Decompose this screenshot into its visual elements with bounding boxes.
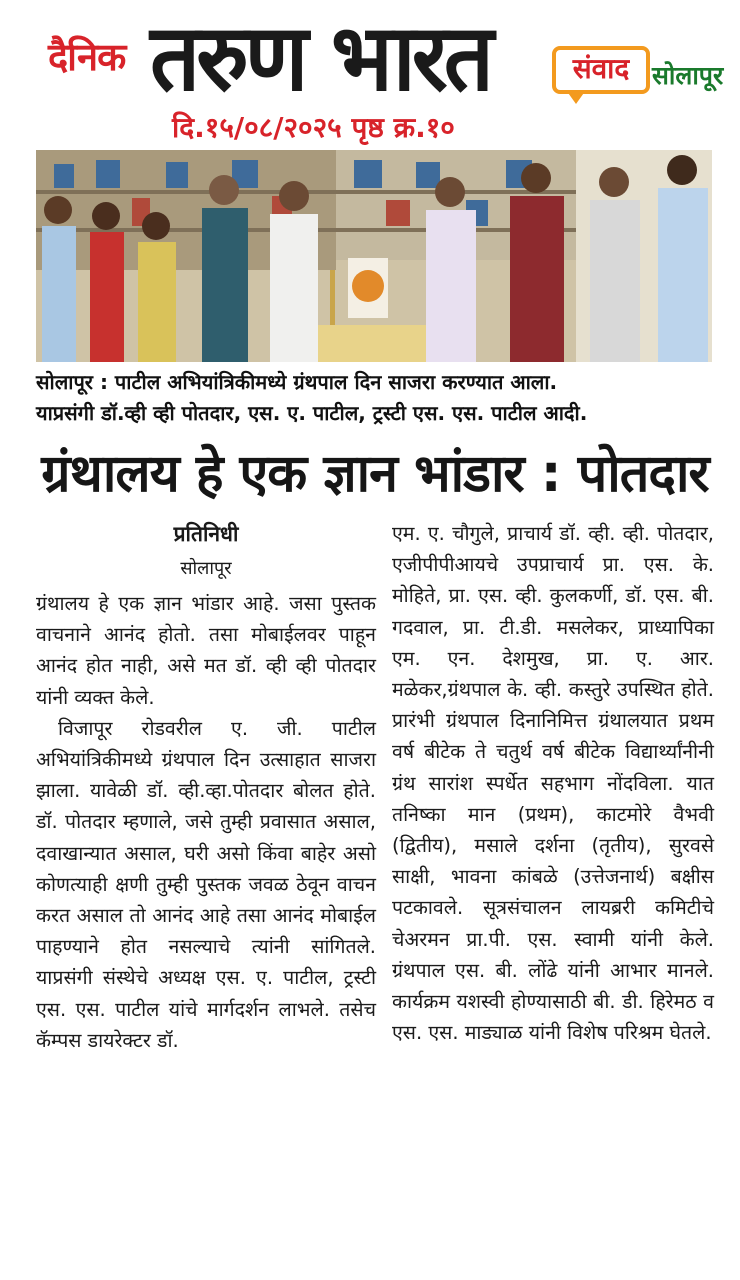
article-column-left [36,588,376,1056]
article-paragraph: ग्रंथालय हे एक ज्ञान भांडार आहे. जसा पुस्तक वाचनाने आनंद होतो. तसा मोबाईलवर पाहून आनंद होत नाही, असे मत डॉ. व्ही व्ही पोतदार यांनी व्यक्त केले. [36,592,376,709]
photo-caption [36,367,716,429]
article-paragraph: विजापूर रोडवरील ए. जी. पाटील अभियांत्रिकीमध्ये ग्रंथपाल दिन उत्साहात साजरा झाला. यावेळी डॉ. व्ही.व्हा.पोतदार बोलत होते. डॉ. पोतदार म्हणाले, जसे तुम्ही प्रवासात असाल, दवाखान्यात असाल, घरी असो किंवा बाहेर असो कोणत्याही क्षणी तुम्ही पुस्तक जवळ ठेवून वाचन करत असाल तो आनंद आहे तसा आनंद मोबाईल पाहण्याने होत नसल्याचे त्यांनी सांगितले. याप्रसंगी संस्थेचे अध्यक्ष एस. ए. पाटील, ट्रस्टी एस. एस. पाटील यांचे मार्गदर्शन लाभले. तसेच कॅम्पस डायरेक्टर डॉ. [36,716,376,1052]
article-paragraph: एम. ए. चौगुले, प्राचार्य डॉ. व्ही. व्ही. पोतदार, एजीपीपीआयचे उपप्राचार्य प्रा. एस. के. मोहिते, प्रा. एस. व्ही. कुलकर्णी, डॉ. एस. बी. गदवाल, प्रा. टी.डी. मसलेकर, प्राध्यापिका एम. एन. देशमुख, प्रा. ए. आर. मळेकर,ग्रंथपाल के. व्ही. कस्तुरे उपस्थित होते. प्रारंभी ग्रंथपाल दिनानिमित्त ग्रंथालयात प्रथम वर्ष बीटेक ते चतुर्थ वर्ष बीटेक विद्यार्थ्यांनीनी ग्रंथ सारांश स्पर्धेत सहभाग नोंदविला. यात तनिष्का मान (प्रथम), काटमोरे वैभवी (द्वितीय), मसाले दर्शना (तृतीय), सुरवसे साक्षी, भावना कांबळे (उत्तेजनार्थ) बक्षीस पटकावले. सूत्रसंचालन लायब्ररी कमिटीचे चेअरमन प्रा.पी. एस. स्वामी यांनी केले. ग्रंथपाल एस. बी. लोंढे यांनी आभार मानले. कार्यक्रम यशस्वी होण्यासाठी बी. डी. हिरेमठ व एस. एस. माड्याळ यांनी विशेष परिश्रम घेतले. [392,522,714,1045]
article-column-right [392,518,714,1048]
newspaper-masthead [0,0,740,148]
caption-line: सोलापूर : पाटील अभियांत्रिकीमध्ये ग्रंथपाल दिन साजरा करण्यात आला. [36,370,558,394]
group-photo-illustration [36,150,712,362]
newspaper-title: तरुण भारत [150,3,490,112]
article-headline: ग्रंथालय हे एक ज्ञान भांडार : पोतदार [41,444,709,504]
byline-place: सोलापूर [180,558,232,579]
speech-bubble-tail-icon [566,90,586,104]
caption-line: याप्रसंगी डॉ.व्ही व्ही पोतदार, एस. ए. पाटील, ट्रस्टी एस. एस. पाटील आदी. [36,401,588,425]
byline-author: प्रतिनिधी [173,522,239,546]
samvad-badge: संवाद [552,46,650,94]
masthead-prefix: दैनिक [48,35,126,79]
dateline: दि.१५/०८/२०२५ पृष्ठ क्र.१० [172,111,455,144]
news-photo [36,150,712,362]
edition-city: सोलापूर [652,61,724,90]
